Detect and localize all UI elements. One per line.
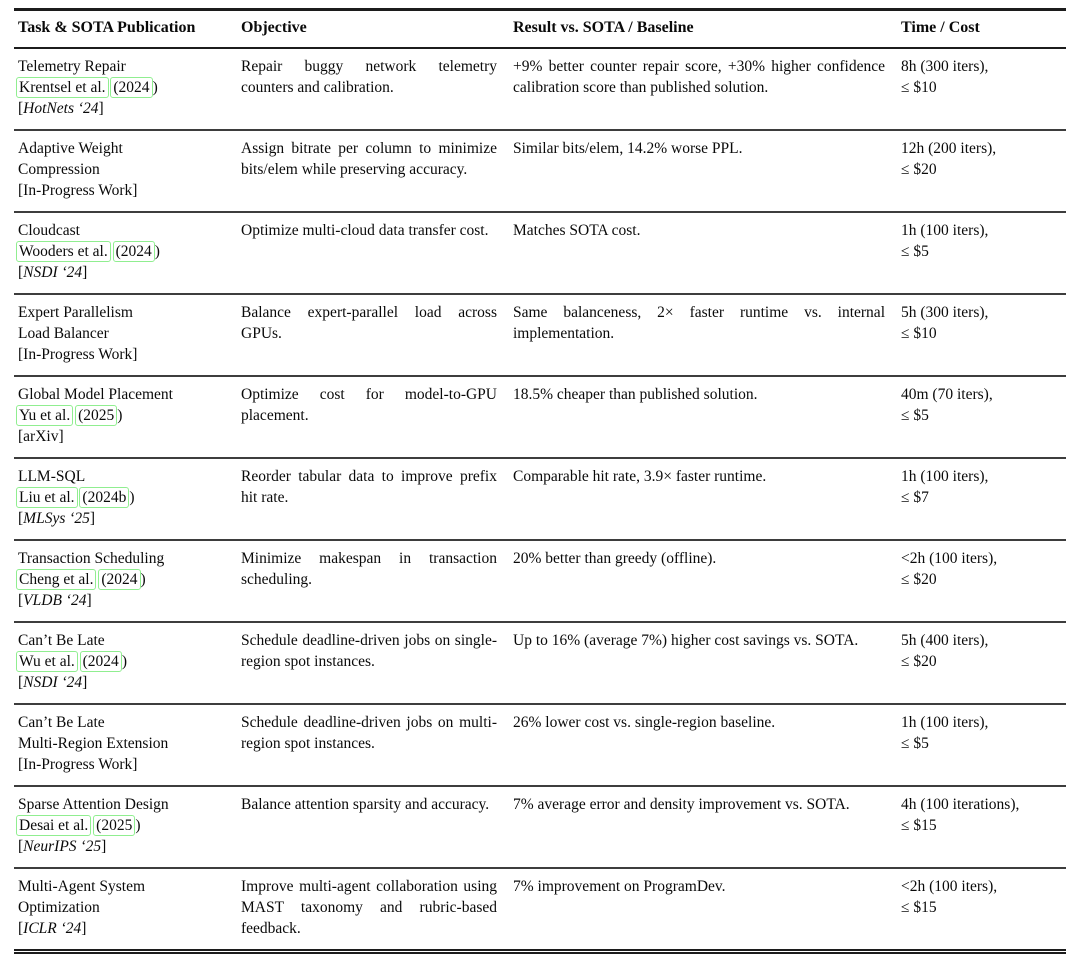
task-title-line: Optimization — [18, 899, 100, 916]
time-cost-line: 12h (200 iters), — [901, 140, 997, 157]
task-cell — [14, 704, 241, 786]
venue-name: MLSys ‘25 — [23, 510, 90, 527]
time-cost-line: ≤ $10 — [901, 79, 937, 96]
citation-line — [18, 77, 225, 98]
time-cost-cell — [901, 786, 1066, 868]
table-row — [14, 130, 1066, 212]
venue-label: [NSDI ‘24] — [18, 674, 88, 691]
time-cost-line: 1h (100 iters), — [901, 222, 989, 239]
citation-line — [18, 569, 225, 590]
time-cost-cell — [901, 622, 1066, 704]
objective-cell: Schedule deadline-driven jobs on multi-region spot instances. — [241, 704, 513, 786]
table-row — [14, 212, 1066, 294]
time-cost-line: ≤ $20 — [901, 653, 937, 670]
objective-cell: Optimize cost for model-to-GPU placement. — [241, 376, 513, 458]
citation-close-paren: ) — [121, 653, 127, 670]
venue-label: [VLDB ‘24] — [18, 592, 92, 609]
task-cell — [14, 212, 241, 294]
table-row — [14, 376, 1066, 458]
venue-name: In-Progress Work — [23, 182, 133, 199]
citation-close-paren: ) — [135, 817, 141, 834]
task-title-line: Transaction Scheduling — [18, 550, 165, 567]
venue-label: [NeurIPS ‘25] — [18, 838, 107, 855]
objective-cell: Improve multi-agent collaboration using MAST taxonomy and rubric-based feedback. — [241, 868, 513, 952]
citation-author-link[interactable]: Yu et al. — [16, 405, 73, 426]
citation-year-link[interactable]: (2024 — [110, 77, 152, 98]
time-cost-line: 8h (300 iters), — [901, 58, 989, 75]
citation-year-link[interactable]: (2024 — [113, 241, 155, 262]
time-cost-cell — [901, 704, 1066, 786]
citation-year-link[interactable]: (2024 — [98, 569, 140, 590]
table-row — [14, 540, 1066, 622]
table-row — [14, 704, 1066, 786]
result-cell: Comparable hit rate, 3.9× faster runtime. — [513, 458, 901, 540]
citation-year-link[interactable]: (2024 — [80, 651, 122, 672]
citation-line — [18, 487, 225, 508]
objective-cell: Reorder tabular data to improve prefix hit rate. — [241, 458, 513, 540]
result-cell: Same balanceness, 2× faster runtime vs. internal implementation. — [513, 294, 901, 376]
venue-name: NSDI ‘24 — [23, 264, 83, 281]
citation-close-paren: ) — [154, 243, 160, 260]
result-cell: 20% better than greedy (offline). — [513, 540, 901, 622]
result-cell: 26% lower cost vs. single-region baseline. — [513, 704, 901, 786]
table-row — [14, 786, 1066, 868]
result-cell: +9% better counter repair score, +30% higher confidence calibration score than published solution. — [513, 58, 885, 96]
task-title-line: Sparse Attention Design — [18, 796, 169, 813]
task-cell — [14, 868, 241, 952]
citation-line — [18, 815, 225, 836]
venue-name: NeurIPS ‘25 — [23, 838, 102, 855]
task-cell — [14, 540, 241, 622]
time-cost-line: ≤ $20 — [901, 571, 937, 588]
venue-label: [In-Progress Work] — [18, 756, 138, 773]
task-cell — [14, 622, 241, 704]
time-cost-cell — [901, 130, 1066, 212]
citation-year-link[interactable]: (2024b — [79, 487, 129, 508]
task-title-line: Cloudcast — [18, 222, 80, 239]
task-title-line: Load Balancer — [18, 325, 109, 342]
citation-year-link[interactable]: (2025 — [75, 405, 117, 426]
task-title-line: Can’t Be Late — [18, 714, 105, 731]
col-header-result: Result vs. SOTA / Baseline — [513, 10, 901, 49]
time-cost-cell — [901, 868, 1066, 952]
objective-cell: Schedule deadline-driven jobs on single-region spot instances. — [241, 622, 513, 704]
time-cost-line: ≤ $5 — [901, 407, 929, 424]
time-cost-line: 4h (100 iterations), — [901, 796, 1020, 813]
time-cost-line: 40m (70 iters), — [901, 386, 993, 403]
results-table — [14, 8, 1066, 954]
task-title-line: Expert Parallelism — [18, 304, 133, 321]
venue-label: [In-Progress Work] — [18, 182, 138, 199]
venue-label: [In-Progress Work] — [18, 346, 138, 363]
venue-name: In-Progress Work — [23, 756, 133, 773]
table-row — [14, 48, 1066, 130]
time-cost-line: ≤ $15 — [901, 899, 937, 916]
time-cost-line: <2h (100 iters), — [901, 550, 998, 567]
objective-cell: Minimize makespan in transaction scheduling. — [241, 540, 513, 622]
citation-line — [18, 405, 225, 426]
task-title-line: Can’t Be Late — [18, 632, 105, 649]
citation-close-paren: ) — [140, 571, 146, 588]
task-cell — [14, 786, 241, 868]
time-cost-cell — [901, 458, 1066, 540]
citation-author-link[interactable]: Wooders et al. — [16, 241, 111, 262]
time-cost-line: ≤ $5 — [901, 735, 929, 752]
task-title-line: Multi-Agent System — [18, 878, 146, 895]
header-row — [14, 10, 1066, 49]
table-row — [14, 294, 1066, 376]
venue-label: [MLSys ‘25] — [18, 510, 96, 527]
venue-name: arXiv — [23, 428, 59, 445]
venue-label: [NSDI ‘24] — [18, 264, 88, 281]
citation-author-link[interactable]: Liu et al. — [16, 487, 78, 508]
task-title-line: Multi-Region Extension — [18, 735, 169, 752]
time-cost-line: ≤ $15 — [901, 817, 937, 834]
citation-author-link[interactable]: Cheng et al. — [16, 569, 96, 590]
result-cell: Up to 16% (average 7%) higher cost savings vs. SOTA. — [513, 622, 901, 704]
venue-name: VLDB ‘24 — [23, 592, 87, 609]
time-cost-line: 5h (400 iters), — [901, 632, 989, 649]
venue-name: NSDI ‘24 — [23, 674, 83, 691]
objective-cell: Repair buggy network telemetry counters and calibration. — [241, 58, 497, 96]
objective-cell: Balance expert-parallel load across GPUs. — [241, 294, 513, 376]
time-cost-line: 1h (100 iters), — [901, 714, 989, 731]
time-cost-line: <2h (100 iters), — [901, 878, 998, 895]
task-cell — [14, 458, 241, 540]
time-cost-line: ≤ $20 — [901, 161, 937, 178]
citation-line — [18, 651, 225, 672]
citation-author-link[interactable]: Wu et al. — [16, 651, 78, 672]
task-title-line: Global Model Placement — [18, 386, 173, 403]
citation-line — [18, 241, 225, 262]
citation-year-link[interactable]: (2025 — [93, 815, 135, 836]
table-row — [14, 868, 1066, 952]
venue-label: [HotNets ‘24] — [18, 100, 104, 117]
objective-cell: Assign bitrate per column to minimize bits/elem while preserving accuracy. — [241, 130, 513, 212]
venue-label: [ICLR ‘24] — [18, 920, 87, 937]
venue-name: ICLR ‘24 — [23, 920, 82, 937]
col-header-task-publication: Task & SOTA Publication — [14, 10, 241, 49]
col-header-time-cost: Time / Cost — [901, 10, 1066, 49]
objective-cell: Optimize multi-cloud data transfer cost. — [241, 212, 513, 294]
citation-close-paren: ) — [117, 407, 123, 424]
task-cell — [14, 376, 241, 458]
task-title-line: Adaptive Weight — [18, 140, 123, 157]
citation-close-paren: ) — [129, 489, 135, 506]
venue-name: HotNets ‘24 — [23, 100, 99, 117]
result-cell: 7% average error and density improvement vs. SOTA. — [513, 786, 901, 868]
task-cell — [14, 294, 241, 376]
result-cell: 7% improvement on ProgramDev. — [513, 868, 901, 952]
table-body — [14, 48, 1066, 952]
time-cost-line: ≤ $5 — [901, 243, 929, 260]
citation-author-link[interactable]: Krentsel et al. — [16, 77, 109, 98]
result-cell: Matches SOTA cost. — [513, 212, 901, 294]
time-cost-cell — [901, 540, 1066, 622]
table-row — [14, 622, 1066, 704]
task-title-line: LLM-SQL — [18, 468, 86, 485]
citation-author-link[interactable]: Desai et al. — [16, 815, 91, 836]
time-cost-cell — [901, 376, 1066, 458]
task-cell — [14, 48, 241, 130]
objective-cell: Balance attention sparsity and accuracy. — [241, 786, 513, 868]
task-title-line: Compression — [18, 161, 100, 178]
result-cell: 18.5% cheaper than published solution. — [513, 376, 901, 458]
time-cost-line: ≤ $10 — [901, 325, 937, 342]
col-header-objective: Objective — [241, 10, 513, 49]
task-cell — [14, 130, 241, 212]
time-cost-line: 1h (100 iters), — [901, 468, 989, 485]
time-cost-cell — [901, 294, 1066, 376]
venue-name: In-Progress Work — [23, 346, 133, 363]
task-title-line: Telemetry Repair — [18, 58, 126, 75]
time-cost-line: 5h (300 iters), — [901, 304, 989, 321]
table-row — [14, 458, 1066, 540]
citation-close-paren: ) — [152, 79, 158, 96]
result-cell: Similar bits/elem, 14.2% worse PPL. — [513, 130, 901, 212]
time-cost-line: ≤ $7 — [901, 489, 929, 506]
time-cost-cell — [901, 212, 1066, 294]
time-cost-cell — [901, 48, 1066, 130]
venue-label: [arXiv] — [18, 428, 64, 445]
